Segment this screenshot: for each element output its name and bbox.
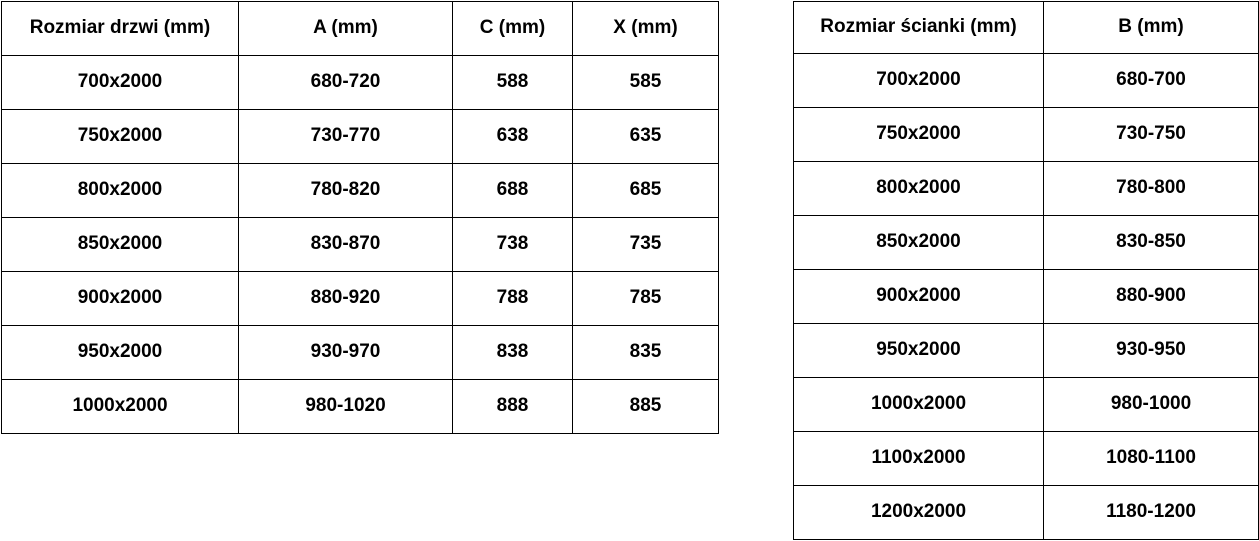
table-row [2,326,719,380]
table-row [794,486,1259,540]
cell-a: 980-1020 [239,380,453,434]
column-header-c: C (mm) [453,2,573,56]
cell-wall-size: 800x2000 [794,162,1044,216]
column-header-b: B (mm) [1044,2,1259,54]
cell-wall-size: 750x2000 [794,108,1044,162]
cell-b: 780-800 [1044,162,1259,216]
door-table-header [2,2,719,56]
cell-a: 930-970 [239,326,453,380]
cell-x: 635 [573,110,719,164]
table-row [2,380,719,434]
table-row [794,216,1259,270]
table-header-row [794,2,1259,54]
cell-b: 1180-1200 [1044,486,1259,540]
cell-wall-size: 700x2000 [794,54,1044,108]
column-header-wall-size: Rozmiar ścianki (mm) [794,2,1044,54]
table-row [794,324,1259,378]
table-row [794,270,1259,324]
cell-b: 930-950 [1044,324,1259,378]
table-row [794,432,1259,486]
table-row [794,162,1259,216]
cell-wall-size: 1000x2000 [794,378,1044,432]
cell-door-size: 800x2000 [2,164,239,218]
table-row [2,218,719,272]
cell-c: 888 [453,380,573,434]
cell-door-size: 1000x2000 [2,380,239,434]
cell-a: 730-770 [239,110,453,164]
cell-b: 980-1000 [1044,378,1259,432]
cell-door-size: 850x2000 [2,218,239,272]
cell-a: 830-870 [239,218,453,272]
column-header-a: A (mm) [239,2,453,56]
wall-size-table [793,1,1259,540]
table-row [794,54,1259,108]
cell-wall-size: 950x2000 [794,324,1044,378]
cell-door-size: 700x2000 [2,56,239,110]
cell-wall-size: 1100x2000 [794,432,1044,486]
table-row [794,378,1259,432]
wall-table-header [794,2,1259,54]
cell-x: 735 [573,218,719,272]
cell-b: 830-850 [1044,216,1259,270]
cell-b: 730-750 [1044,108,1259,162]
cell-x: 785 [573,272,719,326]
cell-a: 880-920 [239,272,453,326]
column-header-x: X (mm) [573,2,719,56]
cell-wall-size: 900x2000 [794,270,1044,324]
table-row [794,108,1259,162]
cell-x: 885 [573,380,719,434]
column-header-door-size: Rozmiar drzwi (mm) [2,2,239,56]
door-table-body [2,56,719,434]
cell-c: 838 [453,326,573,380]
cell-wall-size: 1200x2000 [794,486,1044,540]
cell-c: 738 [453,218,573,272]
cell-b: 1080-1100 [1044,432,1259,486]
cell-door-size: 750x2000 [2,110,239,164]
wall-table-body [794,54,1259,540]
table-row [2,110,719,164]
cell-b: 680-700 [1044,54,1259,108]
cell-door-size: 900x2000 [2,272,239,326]
cell-c: 688 [453,164,573,218]
door-size-table [1,1,719,434]
cell-x: 835 [573,326,719,380]
cell-x: 585 [573,56,719,110]
cell-a: 780-820 [239,164,453,218]
cell-door-size: 950x2000 [2,326,239,380]
cell-c: 638 [453,110,573,164]
cell-a: 680-720 [239,56,453,110]
cell-x: 685 [573,164,719,218]
table-row [2,164,719,218]
table-row [2,272,719,326]
table-header-row [2,2,719,56]
cell-wall-size: 850x2000 [794,216,1044,270]
table-row [2,56,719,110]
cell-b: 880-900 [1044,270,1259,324]
cell-c: 588 [453,56,573,110]
cell-c: 788 [453,272,573,326]
